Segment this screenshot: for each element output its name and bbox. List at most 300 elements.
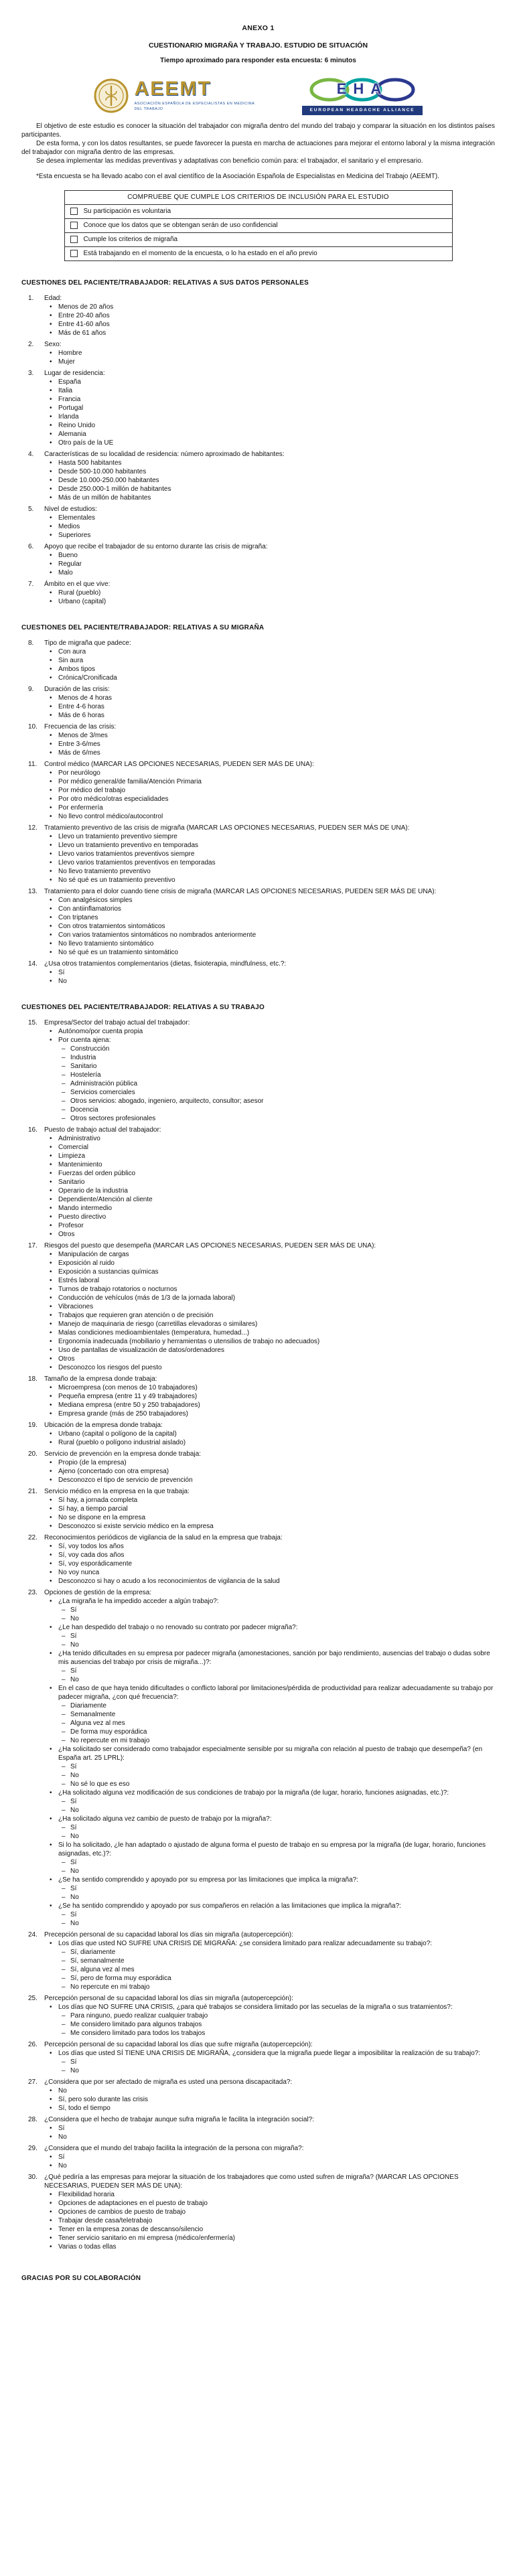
option-label: Alguna vez al mes	[70, 1719, 125, 1727]
option-item	[50, 1268, 495, 1276]
dash-marker-icon: –	[62, 1701, 66, 1710]
bullet-marker-icon: •	[50, 939, 52, 948]
sub-option-list	[62, 1632, 495, 1649]
bullet-marker-icon: •	[50, 467, 52, 475]
option-label: Manipulación de cargas	[58, 1250, 129, 1258]
option-list	[50, 1250, 495, 1372]
question-number: 23.	[28, 1588, 38, 1596]
bullet-marker-icon: •	[50, 1430, 52, 1438]
option-label: Dependiente/Atención al cliente	[58, 1195, 153, 1203]
option-list	[50, 1496, 495, 1531]
option-label: Llevo varios tratamientos preventivos siempre	[58, 850, 195, 858]
sub-option-item	[62, 1832, 495, 1841]
question	[28, 1375, 495, 1418]
option-item	[50, 2003, 495, 2012]
question-number: 28.	[28, 2115, 38, 2123]
sub-option-item	[62, 1797, 495, 1806]
question-text: Lugar de residencia:	[44, 369, 105, 377]
option-label: Sí, voy todos los años	[58, 1542, 124, 1550]
option-item	[50, 841, 495, 850]
bullet-marker-icon: •	[50, 1815, 52, 1823]
question-number: 6.	[28, 542, 34, 550]
bullet-marker-icon: •	[50, 896, 52, 904]
option-item	[50, 531, 495, 540]
eha-banner-label: EUROPEAN HEADACHE ALLIANCE	[302, 106, 423, 115]
option-item	[50, 740, 495, 749]
option-item	[50, 1195, 495, 1204]
inclusion-criteria-box	[64, 190, 453, 261]
question-number: 20.	[28, 1450, 38, 1458]
option-item	[50, 2234, 495, 2243]
bullet-marker-icon: •	[50, 850, 52, 858]
option-label: No	[70, 1867, 79, 1875]
question-text: Tratamiento para el dolor cuando tiene crisis de migraña (MARCAR LAS OPCIONES NECESARIAS, PUEDEN SER MÁS DE UNA):	[44, 887, 437, 895]
dash-marker-icon: –	[62, 1736, 66, 1744]
question	[28, 887, 495, 957]
questionnaire	[21, 279, 495, 2251]
question-row	[28, 685, 495, 694]
bullet-marker-icon: •	[50, 2153, 52, 2161]
question-row	[28, 1450, 495, 1458]
dash-marker-icon: –	[62, 2029, 66, 2037]
sub-option-item	[62, 1106, 495, 1114]
option-item	[50, 349, 495, 358]
question-number: 21.	[28, 1487, 38, 1495]
option-item	[50, 968, 495, 977]
bullet-marker-icon: •	[50, 648, 52, 656]
option-list	[50, 1027, 495, 1123]
question-text: ¿Usa otros tratamientos complementarios (dietas, fisioterapia, mindfulness, etc.?:	[44, 960, 287, 968]
option-label: Vibraciones	[58, 1302, 94, 1310]
option-label: Me considero limitado para algunos trabajos	[70, 2020, 202, 2028]
dash-marker-icon: –	[62, 1641, 66, 1649]
bullet-marker-icon: •	[50, 858, 52, 866]
sub-option-item	[62, 1974, 495, 1983]
option-item	[50, 939, 495, 948]
sub-option-item	[62, 2058, 495, 2066]
bullet-marker-icon: •	[50, 1551, 52, 1559]
question-text: Duración de las crisis:	[44, 685, 110, 693]
option-item	[50, 858, 495, 867]
option-label: Los días que usted SÍ TIENE UNA CRISIS DE MIGRAÑA, ¿considera que la migraña puede llegar a imposibilitar la realización de su trabajo?:	[58, 2049, 481, 2057]
dash-marker-icon: –	[62, 1884, 66, 1892]
dash-marker-icon: –	[62, 1045, 66, 1053]
sub-option-item	[62, 1088, 495, 1097]
question-row	[28, 1241, 495, 1250]
dash-marker-icon: –	[62, 1797, 66, 1805]
option-label: No	[70, 1806, 79, 1814]
option-label: Con triptanes	[58, 913, 98, 921]
option-label: Desconozco los riesgos del puesto	[58, 1363, 162, 1371]
option-list	[50, 349, 495, 366]
question	[28, 1018, 495, 1123]
option-label: Opciones de adaptaciones en el puesto de trabajo	[58, 2199, 208, 2207]
bullet-marker-icon: •	[50, 1178, 52, 1186]
option-item	[50, 430, 495, 439]
bullet-marker-icon: •	[50, 459, 52, 467]
bullet-marker-icon: •	[50, 876, 52, 884]
option-item	[50, 1221, 495, 1230]
option-item	[50, 1505, 495, 1513]
bullet-marker-icon: •	[50, 674, 52, 682]
bullet-marker-icon: •	[50, 913, 52, 921]
option-label: Sí hay, a tiempo parcial	[58, 1505, 128, 1513]
question-row	[28, 2040, 495, 2049]
bullet-marker-icon: •	[50, 1560, 52, 1568]
bullet-marker-icon: •	[50, 358, 52, 366]
bullet-marker-icon: •	[50, 494, 52, 502]
option-item	[50, 769, 495, 777]
bullet-marker-icon: •	[50, 412, 52, 421]
criteria-list	[65, 204, 452, 260]
option-item	[50, 1789, 495, 1797]
bullet-marker-icon: •	[50, 2049, 52, 2057]
option-item	[50, 702, 495, 711]
option-label: Sí	[70, 1667, 77, 1675]
bullet-marker-icon: •	[50, 1027, 52, 1035]
question-number: 7.	[28, 580, 34, 588]
question-row	[28, 1994, 495, 2003]
option-label: Comercial	[58, 1143, 89, 1151]
dash-marker-icon: –	[62, 1079, 66, 1087]
bullet-marker-icon: •	[50, 476, 52, 484]
dash-marker-icon: –	[62, 1071, 66, 1079]
option-item	[50, 1684, 495, 1701]
option-label: Hostelería	[70, 1071, 101, 1079]
option-list	[50, 2087, 495, 2113]
question-row	[28, 450, 495, 459]
bullet-marker-icon: •	[50, 1204, 52, 1212]
bullet-marker-icon: •	[50, 2190, 52, 2198]
option-item	[50, 1939, 495, 1948]
dash-marker-icon: –	[62, 2020, 66, 2028]
question-text: Apoyo que recibe el trabajador de su entorno durante las crisis de migraña:	[44, 542, 268, 550]
question-number: 17.	[28, 1241, 38, 1249]
question-row	[28, 760, 495, 769]
bullet-marker-icon: •	[50, 2087, 52, 2095]
criteria-checkbox[interactable]	[70, 222, 78, 229]
bullet-marker-icon: •	[50, 1311, 52, 1319]
question-number: 10.	[28, 723, 38, 731]
sub-option-item	[62, 1062, 495, 1071]
question-text: Puesto de trabajo actual del trabajador:	[44, 1126, 161, 1134]
option-label: Por médico del trabajo	[58, 786, 126, 794]
bullet-marker-icon: •	[50, 311, 52, 319]
question-number: 18.	[28, 1375, 38, 1383]
option-label: No	[58, 2133, 67, 2141]
option-item	[50, 303, 495, 311]
question-number: 19.	[28, 1421, 38, 1429]
criteria-checkbox[interactable]	[70, 250, 78, 257]
option-label: No	[70, 1614, 79, 1622]
question	[28, 294, 495, 337]
question-row	[28, 2078, 495, 2087]
criteria-checkbox[interactable]	[70, 236, 78, 243]
option-label: Sanitario	[58, 1178, 85, 1186]
option-item	[50, 378, 495, 386]
question-text: Empresa/Sector del trabajo actual del trabajador:	[44, 1018, 190, 1027]
bullet-marker-icon: •	[50, 597, 52, 605]
option-label: Por médico general/de familia/Atención Primaria	[58, 777, 202, 785]
option-label: Ergonomía inadecuada (mobiliario y herramientas o utensilios de trabajo no adecuados)	[58, 1337, 320, 1345]
bullet-marker-icon: •	[50, 841, 52, 849]
bullet-marker-icon: •	[50, 1294, 52, 1302]
option-label: No voy nunca	[58, 1568, 100, 1576]
question-text: Opciones de gestión de la empresa:	[44, 1588, 152, 1596]
option-item	[50, 905, 495, 913]
option-label: Reino Unido	[58, 421, 96, 429]
option-item	[50, 948, 495, 957]
dash-marker-icon: –	[62, 1710, 66, 1718]
option-label: Entre 41-60 años	[58, 320, 110, 328]
bullet-marker-icon: •	[50, 1410, 52, 1418]
option-label: Uso de pantallas de visualización de datos/ordenadores	[58, 1346, 224, 1354]
option-label: Varias o todas ellas	[58, 2243, 117, 2251]
option-label: Entre 20-40 años	[58, 311, 110, 319]
option-label: No	[70, 1919, 79, 1927]
bullet-marker-icon: •	[50, 1221, 52, 1229]
option-label: No se dispone en la empresa	[58, 1513, 146, 1521]
sub-option-item	[62, 1632, 495, 1641]
bullet-marker-icon: •	[50, 1302, 52, 1310]
dash-marker-icon: –	[62, 1728, 66, 1736]
option-item	[50, 1649, 495, 1667]
option-list	[50, 514, 495, 540]
option-label: No llevo control médico/autocontrol	[58, 812, 163, 820]
option-label: Sí	[70, 1606, 77, 1614]
question-text: Edad:	[44, 294, 62, 302]
criteria-checkbox[interactable]	[70, 208, 78, 215]
option-label: Menos de 4 horas	[58, 694, 113, 702]
sub-option-list	[62, 1823, 495, 1841]
option-item	[50, 1036, 495, 1045]
option-label: Desconozco si existe servicio médico en la empresa	[58, 1522, 214, 1530]
option-label: Por neurólogo	[58, 769, 100, 777]
option-item	[50, 467, 495, 476]
option-label: Mujer	[58, 358, 76, 366]
option-list	[50, 832, 495, 885]
option-list	[50, 769, 495, 821]
eha-logo	[302, 76, 423, 115]
question-row	[28, 1487, 495, 1496]
option-label: Exposición al ruido	[58, 1259, 115, 1267]
bullet-marker-icon: •	[50, 1789, 52, 1797]
question	[28, 1588, 495, 1928]
question	[28, 369, 495, 447]
bullet-marker-icon: •	[50, 421, 52, 429]
bullet-marker-icon: •	[50, 1320, 52, 1328]
dash-marker-icon: –	[62, 1762, 66, 1770]
criteria-row	[65, 246, 452, 260]
option-label: ¿Ha solicitado alguna vez modificación de sus condiciones de trabajo por la migraña (de lugar, horario, funciones asignadas, etc.)?:	[58, 1789, 449, 1797]
option-label: No	[70, 1832, 79, 1840]
sub-option-item	[62, 1919, 495, 1928]
option-label: Italia	[58, 386, 73, 394]
option-label: Fuerzas del orden público	[58, 1169, 136, 1177]
option-label: Tener servicio sanitario en mi empresa (médico/enfermería)	[58, 2234, 235, 2242]
option-item	[50, 560, 495, 569]
question	[28, 340, 495, 366]
option-label: Hasta 500 habitantes	[58, 459, 122, 467]
question	[28, 685, 495, 720]
bullet-marker-icon: •	[50, 1623, 52, 1631]
option-item	[50, 867, 495, 876]
question	[28, 1126, 495, 1239]
bullet-marker-icon: •	[50, 795, 52, 803]
option-label: Sí	[70, 1823, 77, 1831]
option-label: Con antiinflamatorios	[58, 905, 121, 913]
bullet-marker-icon: •	[50, 1841, 52, 1849]
option-label: Sí	[58, 2153, 65, 2161]
dash-marker-icon: –	[62, 1893, 66, 1901]
sub-option-item	[62, 1675, 495, 1684]
bullet-marker-icon: •	[50, 395, 52, 403]
option-label: No llevo tratamiento preventivo	[58, 867, 151, 875]
question-text: Ámbito en el que vive:	[44, 580, 111, 588]
bullet-marker-icon: •	[50, 812, 52, 820]
option-label: Llevo un tratamiento preventivo siempre	[58, 832, 177, 840]
sub-option-list	[62, 1701, 495, 1745]
bullet-marker-icon: •	[50, 731, 52, 739]
bullet-marker-icon: •	[50, 430, 52, 438]
option-item	[50, 2104, 495, 2113]
option-label: Otro país de la UE	[58, 439, 114, 447]
bullet-marker-icon: •	[50, 1568, 52, 1576]
option-label: Otros sectores profesionales	[70, 1114, 156, 1122]
dash-marker-icon: –	[62, 1823, 66, 1831]
option-list	[50, 2190, 495, 2251]
option-label: Menos de 20 años	[58, 303, 114, 311]
option-item	[50, 1560, 495, 1568]
bullet-marker-icon: •	[50, 1268, 52, 1276]
option-item	[50, 1187, 495, 1195]
option-item	[50, 2133, 495, 2141]
sub-option-item	[62, 1806, 495, 1815]
sub-option-item	[62, 1079, 495, 1088]
dash-marker-icon: –	[62, 2012, 66, 2020]
bullet-marker-icon: •	[50, 2133, 52, 2141]
dash-marker-icon: –	[62, 1919, 66, 1927]
sub-option-item	[62, 1983, 495, 1991]
bullet-marker-icon: •	[50, 551, 52, 559]
bullet-marker-icon: •	[50, 1363, 52, 1371]
option-list	[50, 459, 495, 502]
question-text: Precepción personal de su capacidad laboral los días sin migraña (autopercepción):	[44, 1930, 293, 1939]
dash-marker-icon: –	[62, 1858, 66, 1866]
bullet-marker-icon: •	[50, 1902, 52, 1910]
option-label: ¿Ha solicitado ser considerado como trabajador especialmente sensible por su migraña con relación al puesto de trabajo que desempeña? (en España art. 25 LPRL):	[58, 1745, 483, 1762]
sub-option-list	[62, 1858, 495, 1876]
option-label: Servicios comerciales	[70, 1088, 135, 1096]
dash-marker-icon: –	[62, 1606, 66, 1614]
annex-label: ANEXO 1	[242, 24, 275, 32]
option-item	[50, 1276, 495, 1285]
option-label: Elementales	[58, 514, 96, 522]
option-item	[50, 358, 495, 366]
question	[28, 2040, 495, 2075]
option-item	[50, 1745, 495, 1762]
question-row	[28, 1126, 495, 1134]
question	[28, 450, 495, 502]
sub-option-item	[62, 2066, 495, 2075]
option-item	[50, 2190, 495, 2199]
option-list	[50, 551, 495, 577]
option-label: Sí	[70, 1910, 77, 1918]
option-list	[50, 303, 495, 337]
option-label: Limpieza	[58, 1152, 86, 1160]
aeemt-tagline: ASOCIACIÓN ESPAÑOLA DE ESPECIALISTAS EN MEDICINA DEL TRABAJO	[134, 102, 255, 111]
dash-marker-icon: –	[62, 1867, 66, 1875]
option-list	[50, 2153, 495, 2170]
sub-option-item	[62, 1823, 495, 1832]
bullet-marker-icon: •	[50, 1401, 52, 1409]
question-number: 25.	[28, 1994, 38, 2002]
sub-option-item	[62, 1606, 495, 1614]
option-label: Desde 250.000-1 millón de habitantes	[58, 485, 171, 493]
option-label: Otros	[58, 1355, 75, 1363]
bullet-marker-icon: •	[50, 531, 52, 539]
option-label: Para ninguno, puedo realizar cualquier trabajo	[70, 2012, 208, 2020]
option-label: En el caso de que haya tenido dificultades o conflicto laboral por limitaciones/pérdida de productividad para realizar adecuadamente su trabajo por padecer migraña, ¿con qué frecuencia?:	[58, 1684, 494, 1701]
option-item	[50, 804, 495, 812]
option-label: No sé qué es un tratamiento sintomático	[58, 948, 178, 956]
option-item	[50, 597, 495, 606]
dash-marker-icon: –	[62, 1062, 66, 1070]
option-item	[50, 812, 495, 821]
bullet-marker-icon: •	[50, 1259, 52, 1267]
question-number: 16.	[28, 1126, 38, 1134]
option-list	[50, 694, 495, 720]
option-item	[50, 1320, 495, 1329]
option-label: Me considero limitado para todos los trabajos	[70, 2029, 206, 2037]
option-label: Los días que usted NO SUFRE UNA CRISIS DE MIGRAÑA: ¿se considera limitado para realizar adecuadamente su trabajo?:	[58, 1939, 433, 1947]
option-label: Mando intermedio	[58, 1204, 113, 1212]
option-item	[50, 749, 495, 757]
dash-marker-icon: –	[62, 1983, 66, 1991]
dash-marker-icon: –	[62, 1965, 66, 1973]
closing-thanks: GRACIAS POR SU COLABORACIÓN	[21, 2274, 141, 2282]
question-row	[28, 2115, 495, 2124]
question-text: Tratamiento preventivo de las crisis de migraña (MARCAR LAS OPCIONES NECESARIAS, PUEDEN SER MÁS DE UNA):	[44, 824, 410, 832]
option-label: Empresa grande (más de 250 trabajadores)	[58, 1410, 188, 1418]
dash-marker-icon: –	[62, 1910, 66, 1918]
dash-marker-icon: –	[62, 1632, 66, 1640]
option-label: No	[70, 1641, 79, 1649]
option-label: Manejo de maquinaria de riesgo (carretillas elevadoras o similares)	[58, 1320, 258, 1328]
criteria-label: Cumple los criterios de migraña	[83, 236, 178, 244]
bullet-marker-icon: •	[50, 665, 52, 673]
bullet-marker-icon: •	[50, 1383, 52, 1391]
sub-option-list	[62, 1606, 495, 1623]
option-label: No repercute en mi trabajo	[70, 1736, 150, 1744]
option-item	[50, 589, 495, 597]
option-label: Si lo ha solicitado, ¿le han adaptado o ajustado de alguna forma el puesto de trabajo en su empresa por la migraña (de lugar, horario, funciones asignadas, etc.)?:	[58, 1841, 486, 1858]
option-label: Operario de la industria	[58, 1187, 128, 1195]
question	[28, 2078, 495, 2113]
bullet-marker-icon: •	[50, 769, 52, 777]
option-item	[50, 674, 495, 682]
option-label: Industria	[70, 1053, 96, 1061]
option-list	[50, 1939, 495, 1991]
option-item	[50, 1259, 495, 1268]
sub-option-item	[62, 1719, 495, 1728]
option-item	[50, 386, 495, 395]
question	[28, 1930, 495, 1991]
option-label: Superiores	[58, 531, 91, 539]
option-item	[50, 876, 495, 885]
sub-option-item	[62, 1893, 495, 1902]
option-label: Mediana empresa (entre 50 y 250 trabajadores)	[58, 1401, 200, 1409]
